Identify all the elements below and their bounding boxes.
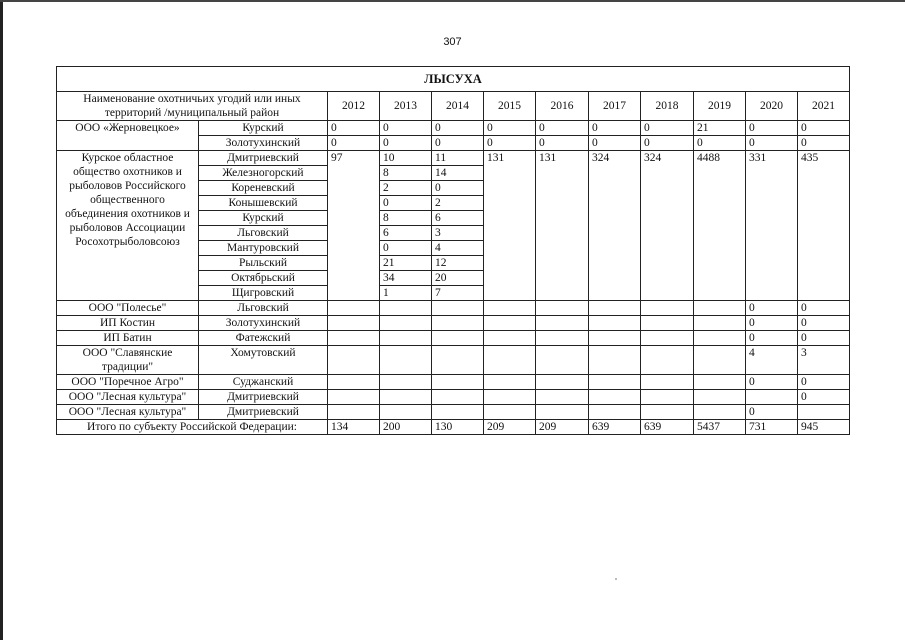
value-cell: 0 [746,405,798,420]
value-cell: 0 [536,121,589,136]
value-cell: 7 [432,286,484,301]
value-cell: 0 [798,375,850,390]
value-cell: 4488 [694,151,746,301]
value-cell: 0 [328,121,380,136]
value-cell: 8 [380,166,432,181]
total-value: 209 [536,420,589,435]
value-cell: 0 [432,181,484,196]
value-cell: 14 [432,166,484,181]
value-cell: 0 [432,121,484,136]
value-cell: 0 [746,136,798,151]
value-cell: 0 [328,136,380,151]
district-name: Курский [199,121,328,136]
value-cell: 0 [432,136,484,151]
value-cell: 21 [694,121,746,136]
org-name-continued [57,136,199,151]
value-cell: 0 [798,301,850,316]
value-cell: 0 [484,121,536,136]
value-cell: 324 [589,151,641,301]
value-cell: 11 [432,151,484,166]
value-cell: 6 [380,226,432,241]
table-row [57,136,850,151]
org-name: ООО "Лесная культура" [57,390,199,405]
scan-speck [615,578,617,580]
value-cell: 0 [746,301,798,316]
district-name: Хомутовский [199,346,328,375]
value-cell: 8 [380,211,432,226]
value-cell: 6 [432,211,484,226]
value-cell: 0 [589,121,641,136]
value-cell: 0 [641,136,694,151]
total-value: 945 [798,420,850,435]
value-cell: 131 [536,151,589,301]
year-header: 2014 [432,92,484,121]
value-cell: 0 [536,136,589,151]
district-name: Дмитриевский [199,151,328,166]
total-value: 731 [746,420,798,435]
value-cell: 0 [746,331,798,346]
total-value: 639 [589,420,641,435]
value-cell: 0 [798,136,850,151]
org-name: ИП Костин [57,316,199,331]
total-value: 209 [484,420,536,435]
org-name: ООО «Жерновецкое» [57,121,199,136]
value-cell: 4 [746,346,798,375]
table-row [57,375,850,390]
total-value: 5437 [694,420,746,435]
value-cell: 21 [380,256,432,271]
value-cell: 34 [380,271,432,286]
year-header: 2012 [328,92,380,121]
page-number: 307 [443,36,462,48]
value-cell: 0 [380,196,432,211]
value-cell: 20 [432,271,484,286]
district-name: Конышевский [199,196,328,211]
table-title: ЛЫСУХА [57,67,850,92]
table-row [57,390,850,405]
value-cell: 331 [746,151,798,301]
total-value: 200 [380,420,432,435]
district-name: Дмитриевский [199,405,328,420]
table-row [57,331,850,346]
year-header: 2018 [641,92,694,121]
district-name: Золотухинский [199,316,328,331]
value-cell: 0 [484,136,536,151]
value-cell: 0 [746,316,798,331]
total-value: 130 [432,420,484,435]
year-header: 2021 [798,92,850,121]
district-name: Курский [199,211,328,226]
table-row [57,151,850,166]
value-cell: 10 [380,151,432,166]
scan-border-left [0,0,3,640]
value-cell: 0 [798,390,850,405]
district-name: Дмитриевский [199,390,328,405]
value-cell [798,405,850,420]
district-name: Золотухинский [199,136,328,151]
year-header: 2017 [589,92,641,121]
value-cell: 0 [746,121,798,136]
value-cell: 0 [380,121,432,136]
value-cell: 0 [380,136,432,151]
table-row [57,405,850,420]
table-row [57,301,850,316]
value-cell [746,390,798,405]
value-cell: 0 [746,375,798,390]
value-cell: 0 [380,241,432,256]
value-cell: 4 [432,241,484,256]
value-cell: 97 [328,151,380,301]
year-header: 2016 [536,92,589,121]
district-name: Суджанский [199,375,328,390]
value-cell: 3 [798,346,850,375]
value-cell: 435 [798,151,850,301]
table-row [57,121,850,136]
value-cell: 12 [432,256,484,271]
table-row [57,316,850,331]
year-header: 2013 [380,92,432,121]
value-cell: 0 [589,136,641,151]
value-cell: 2 [380,181,432,196]
data-table [56,66,850,435]
org-name: ООО "Поречное Агро" [57,375,199,390]
value-cell: 3 [432,226,484,241]
district-name: Щигровский [199,286,328,301]
total-label: Итого по субъекту Российской Федерации: [57,420,328,435]
value-cell: 0 [694,136,746,151]
org-name: ИП Батин [57,331,199,346]
year-header: 2020 [746,92,798,121]
value-cell: 0 [798,316,850,331]
total-row [57,420,850,435]
scan-border-top [0,0,905,2]
value-cell: 0 [798,121,850,136]
table-row [57,346,850,375]
value-cell: 0 [798,331,850,346]
district-name: Фатежский [199,331,328,346]
total-value: 134 [328,420,380,435]
year-header: 2019 [694,92,746,121]
org-name: Курское областное общество охотников и рыболовов Российского общественного объединения охотников и рыболовов Ассоциации Росохотрыболовсоюз [57,151,199,301]
value-cell: 324 [641,151,694,301]
district-name: Рыльский [199,256,328,271]
district-name: Железногорский [199,166,328,181]
district-name: Кореневский [199,181,328,196]
value-cell: 131 [484,151,536,301]
total-value: 639 [641,420,694,435]
district-name: Мантуровский [199,241,328,256]
value-cell: 1 [380,286,432,301]
org-name: ООО "Полесье" [57,301,199,316]
district-name: Октябрьский [199,271,328,286]
title-row [57,67,850,92]
header-row [57,92,850,121]
org-name: ООО "Лесная культура" [57,405,199,420]
district-name: Льговский [199,301,328,316]
district-name: Льговский [199,226,328,241]
value-cell: 0 [641,121,694,136]
header-label: Наименование охотничьих угодий или иных территорий /муниципальный район [57,92,328,121]
year-header: 2015 [484,92,536,121]
org-name: ООО "Славянские традиции" [57,346,199,375]
value-cell: 2 [432,196,484,211]
